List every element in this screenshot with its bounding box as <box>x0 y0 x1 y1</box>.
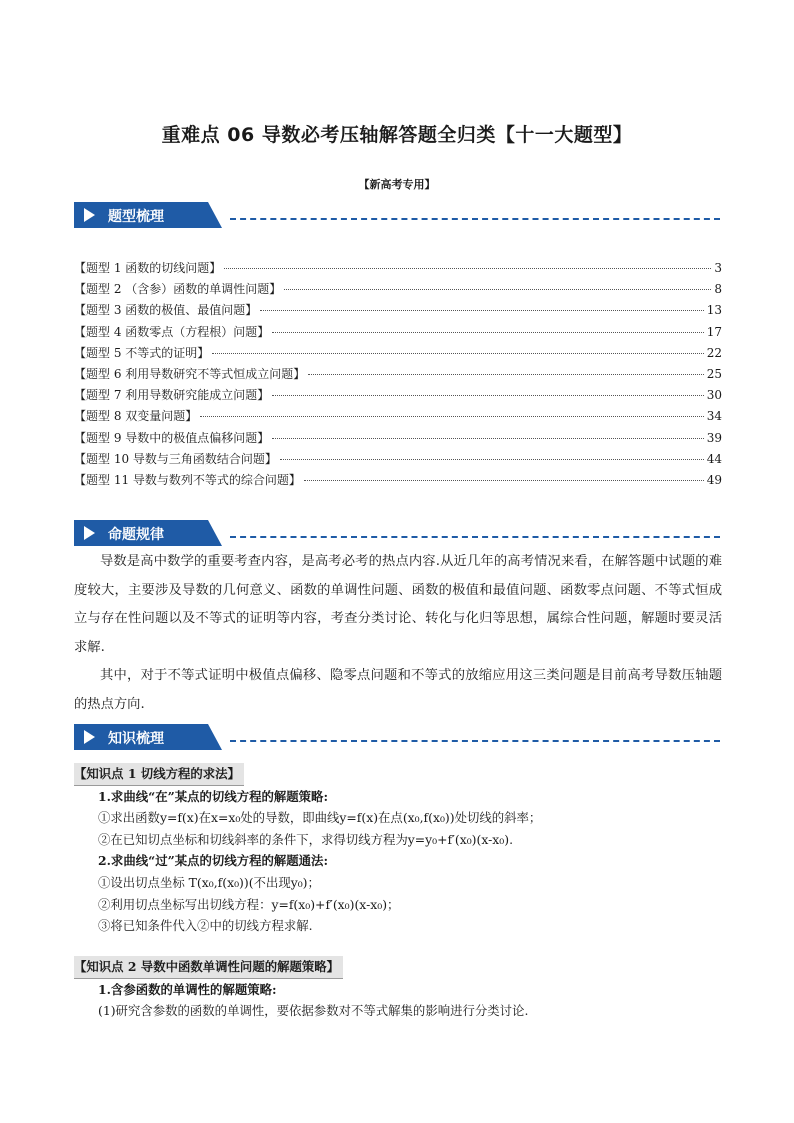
toc-entry[interactable] <box>74 300 722 321</box>
section-divider <box>230 218 720 220</box>
toc-leader-dots <box>224 268 711 269</box>
toc-leader-dots <box>280 459 704 460</box>
toc-entry-label: 【题型 5 不等式的证明】 <box>74 345 210 360</box>
text-line: ③将已知条件代入②中的切线方程求解. <box>98 918 313 934</box>
toc-leader-dots <box>212 353 703 354</box>
toc-entry-label: 【题型 2 （含参）函数的单调性问题】 <box>74 282 282 297</box>
section-title: 题型梳理 <box>108 209 164 225</box>
toc-page-number: 17 <box>706 324 722 339</box>
section-header-question-types <box>74 202 722 230</box>
toc-leader-dots <box>272 332 703 333</box>
toc-page-number: 30 <box>706 388 722 403</box>
text-line: ①求出函数y=f(x)在x=x₀处的导数，即曲线y=f(x)在点(x₀,f(x₀))处切线的斜率； <box>98 810 542 826</box>
page-subtitle: 【新高考专用】 <box>358 178 436 191</box>
section-title: 知识梳理 <box>108 731 164 747</box>
toc-page-number: 3 <box>714 261 722 275</box>
toc-leader-dots <box>260 310 703 311</box>
toc-entry[interactable] <box>74 470 722 491</box>
section-header-exam-rules <box>74 520 722 548</box>
play-arrow-icon <box>84 526 95 540</box>
toc-entry-label: 【题型 10 导数与三角函数结合问题】 <box>74 451 277 466</box>
text-line: ①设出切点坐标 T(x₀,f(x₀))(不出现y₀)； <box>98 874 320 890</box>
knowledge-point-2 <box>74 956 722 1022</box>
toc-page-number: 25 <box>706 367 722 382</box>
toc-entry[interactable] <box>74 406 722 427</box>
exam-rules-text <box>74 548 722 719</box>
toc-entry[interactable] <box>74 279 722 300</box>
text-line: (1)研究含参数的函数的单调性，要依据参数对不等式解集的影响进行分类讨论. <box>98 1003 529 1019</box>
toc-entry-label: 【题型 9 导数中的极值点偏移问题】 <box>74 430 270 445</box>
strategy-heading: 1.含参函数的单调性的解题策略: <box>98 981 277 997</box>
toc-page-number: 49 <box>706 473 722 488</box>
toc-page-number: 22 <box>706 345 722 360</box>
toc-leader-dots <box>272 395 703 396</box>
toc-entry-label: 【题型 8 双变量问题】 <box>74 409 198 424</box>
knowledge-point-heading: 【知识点 2 导数中函数单调性问题的解题策略】 <box>74 956 343 979</box>
toc-entry[interactable] <box>74 322 722 343</box>
section-divider <box>230 536 720 538</box>
toc-entry[interactable] <box>74 449 722 470</box>
toc-leader-dots <box>304 480 704 481</box>
toc-leader-dots <box>200 416 703 417</box>
toc-page-number: 34 <box>706 409 722 424</box>
toc-entry-label: 【题型 6 利用导数研究不等式恒成立问题】 <box>74 367 306 382</box>
page-title: 重难点 06 导数必考压轴解答题全归类【十一大题型】 <box>161 124 633 146</box>
text-line: ②利用切点坐标写出切线方程：y=f(x₀)+f′(x₀)(x-x₀)； <box>98 896 400 912</box>
toc-entry-label: 【题型 11 导数与数列不等式的综合问题】 <box>74 473 301 488</box>
toc-entry-label: 【题型 1 函数的切线问题】 <box>74 261 222 275</box>
toc-entry[interactable] <box>74 385 722 406</box>
table-of-contents <box>74 258 722 491</box>
toc-leader-dots <box>272 438 703 439</box>
toc-entry[interactable] <box>74 258 722 279</box>
paragraph: 导数是高中数学的重要考查内容，是高考必考的热点内容.从近几年的高考情况来看，在解答题中试题的难度较大，主要涉及导数的几何意义、函数的单调性问题、函数的极值和最值问题、函数零点问题、不等式恒成立与存在性问题以及不等式的证明等内容，考查分类讨论、转化与化归等思想，属综合性问题，解题时要灵活求解. <box>74 554 722 655</box>
play-arrow-icon <box>84 208 95 222</box>
toc-page-number: 8 <box>714 282 722 297</box>
knowledge-point-heading: 【知识点 1 切线方程的求法】 <box>74 763 244 786</box>
toc-entry[interactable] <box>74 364 722 385</box>
toc-page-number: 39 <box>706 430 722 445</box>
play-arrow-icon <box>84 730 95 744</box>
strategy-heading: 2.求曲线“过”某点的切线方程的解题通法: <box>98 853 329 869</box>
section-divider <box>230 740 720 742</box>
toc-entry[interactable] <box>74 428 722 449</box>
strategy-heading: 1.求曲线“在”某点的切线方程的解题策略: <box>98 788 329 804</box>
toc-leader-dots <box>284 289 711 290</box>
knowledge-point-1 <box>74 763 722 937</box>
toc-entry-label: 【题型 3 函数的极值、最值问题】 <box>74 303 258 318</box>
section-title: 命题规律 <box>108 527 164 543</box>
toc-leader-dots <box>308 374 703 375</box>
toc-entry[interactable] <box>74 343 722 364</box>
toc-page-number: 44 <box>706 451 722 466</box>
section-header-knowledge <box>74 724 722 752</box>
toc-entry-label: 【题型 7 利用导数研究能成立问题】 <box>74 388 270 403</box>
text-line: ②在已知切点坐标和切线斜率的条件下，求得切线方程为y=y₀+f′(x₀)(x-x₀). <box>98 831 514 847</box>
toc-entry-label: 【题型 4 函数零点（方程根）问题】 <box>74 324 270 339</box>
paragraph: 其中，对于不等式证明中极值点偏移、隐零点问题和不等式的放缩应用这三类问题是目前高考导数压轴题的热点方向. <box>74 668 722 712</box>
toc-page-number: 13 <box>706 303 722 318</box>
